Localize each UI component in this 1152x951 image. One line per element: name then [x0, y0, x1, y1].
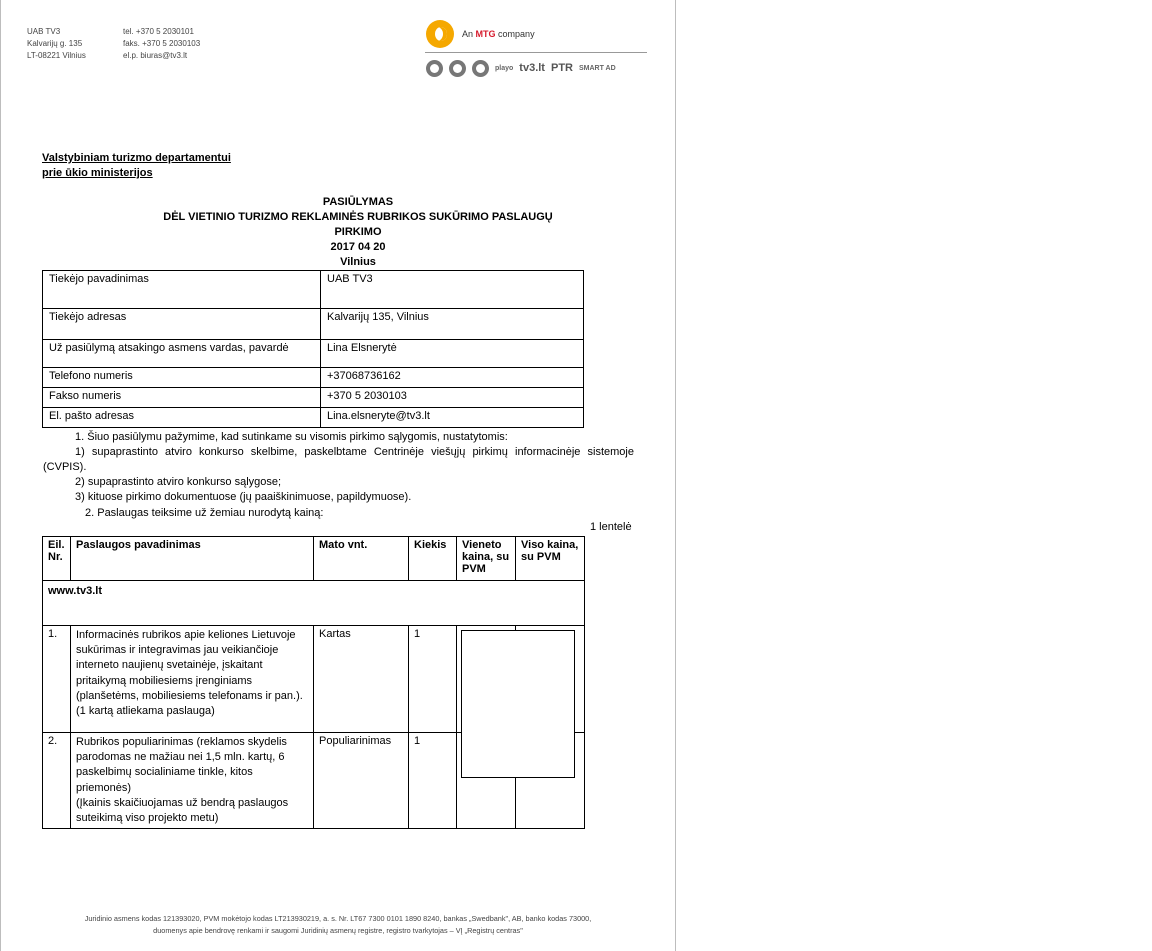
tv6-logo-icon: [426, 60, 443, 77]
table-section-row: [43, 581, 585, 626]
service-description: Informacinės rubrikos apie keliones Lietuvoje sukūrimas ir integravimas jau veikiančioje interneto naujienų svetainėje, įskaitant pritaikymą mobiliesiems įrenginiams (planšetėms, mobiliesiems telefonams ir pan.).: [76, 629, 303, 702]
footer-line1: Juridinio asmens kodas 121393020, PVM mokėtojo kodas LT213930219, a. s. Nr. LT67 7300 0101 1890 8240, bankas „Swedbank", AB, banko kodas 73000,: [84, 914, 592, 923]
table-caption: 1 lentelė: [590, 521, 632, 533]
brand-logos: [426, 58, 616, 78]
ptr-logo: PTR: [550, 62, 573, 74]
tv3-small-logo-icon: [472, 60, 489, 77]
info-label: El. pašto adresas: [43, 408, 321, 428]
col-header-qty: Kiekis: [409, 537, 457, 581]
info-value: Kalvarijų 135, Vilnius: [321, 309, 584, 340]
table-row: [43, 388, 584, 408]
company-name: UAB TV3: [27, 27, 61, 36]
service-note: (Įkainis skaičiuojamas už bendrą paslaugos suteikimą viso projekto metu): [76, 796, 289, 825]
col-header-unit: Mato vnt.: [314, 537, 409, 581]
info-value: Lina Elsnerytė: [321, 340, 584, 368]
section-title: www.tv3.lt: [43, 581, 585, 626]
tv8-logo-icon: [449, 60, 466, 77]
table-row: [43, 309, 584, 340]
info-value: +37068736162: [321, 368, 584, 388]
row-service: [71, 733, 314, 829]
row-no: 1.: [43, 626, 71, 733]
service-description: Rubrikos populiarinimas (reklamos skydelis parodomas ne mažiau nei 1,5 mln. kartų, 6 paskelbimų socialiniame tinkle, kitos priemonės): [76, 736, 287, 794]
title-line2: DĖL VIETINIO TURIZMO REKLAMINĖS RUBRIKOS SUKŪRIMO PASLAUGŲ: [163, 211, 553, 223]
recipient-line1: Valstybiniam turizmo departamentui: [42, 152, 231, 164]
header-divider: [425, 52, 647, 53]
row-unit: Populiarinimas: [314, 733, 409, 829]
row-unit: Kartas: [314, 626, 409, 733]
info-value: Lina.elsneryte@tv3.lt: [321, 408, 584, 428]
col-header-unit-price: Vieneto kaina, su PVM: [457, 537, 516, 581]
company-address: [27, 26, 86, 62]
document-city: Vilnius: [340, 256, 376, 268]
company-contacts: [123, 26, 200, 62]
company-email: el.p. biuras@tv3.lt: [123, 51, 188, 60]
company-city: LT-08221 Vilnius: [27, 51, 86, 60]
tv3lt-logo: tv3.lt: [519, 62, 545, 74]
document-date: 2017 04 20: [330, 241, 386, 253]
col-header-total-price: Viso kaina, su PVM: [516, 537, 585, 581]
info-label: Telefono numeris: [43, 368, 321, 388]
info-value: UAB TV3: [321, 271, 584, 309]
info-label: Tiekėjo adresas: [43, 309, 321, 340]
paragraph-1-3: 3) kituose pirkimo dokumentuose (jų paaiškinimuose, papildymuose).: [75, 491, 412, 503]
table-row: [43, 271, 584, 309]
paragraph-1: 1. Šiuo pasiūlymu pažymime, kad sutinkame su visomis pirkimo sąlygomis, nustatytomis:: [75, 431, 508, 443]
col-header-no: Eil. Nr.: [43, 537, 71, 581]
redacted-price-box: [461, 630, 575, 778]
col-header-service: Paslaugos pavadinimas: [71, 537, 314, 581]
info-label: Fakso numeris: [43, 388, 321, 408]
mtg-company-tagline: [462, 29, 535, 39]
paragraph-1-1: 1) supaprastinto atviro konkurso skelbime, paskelbtame Centrinėje viešųjų pirkimų informacinėje sistemoje (CVPIS).: [43, 446, 634, 473]
recipient: [42, 151, 231, 181]
info-value: +370 5 2030103: [321, 388, 584, 408]
title-line3: PIRKIMO: [334, 226, 382, 238]
title-line1: PASIŪLYMAS: [322, 196, 394, 208]
recipient-line2: prie ūkio ministerijos: [42, 167, 153, 179]
row-service: [71, 626, 314, 733]
mtg-logo: MTG: [475, 29, 496, 39]
info-label: Už pasiūlymą atsakingo asmens vardas, pavardė: [43, 340, 321, 368]
row-qty: 1: [409, 733, 457, 829]
row-qty: 1: [409, 626, 457, 733]
table-row: [43, 340, 584, 368]
footer-line2: duomenys apie bendrovę renkami ir saugomi Juridinių asmenų registre, registro tvarkytojas – VĮ „Registrų centras": [153, 926, 523, 935]
service-note: (1 kartą atliekama paslauga): [76, 705, 215, 718]
tv3-logo-icon: [426, 20, 454, 48]
supplier-info-table: [42, 270, 584, 428]
row-no: 2.: [43, 733, 71, 829]
company-phone: tel. +370 5 2030101: [123, 27, 194, 36]
tagline-suffix: company: [498, 29, 535, 39]
smartad-logo: SMART AD: [578, 64, 616, 72]
table-row: [43, 408, 584, 428]
document-title: [41, 195, 675, 270]
paragraph-1-2: 2) supaprastinto atviro konkurso sąlygose;: [75, 476, 282, 488]
table-header-row: [43, 537, 585, 581]
info-label: Tiekėjo pavadinimas: [43, 271, 321, 309]
tagline-prefix: An: [462, 29, 474, 39]
page-footer: [1, 913, 675, 937]
playo-logo: playo: [495, 64, 514, 72]
paragraph-2: 2. Paslaugas teiksime už žemiau nurodytą kainą:: [85, 507, 324, 519]
company-street: Kalvarijų g. 135: [27, 39, 83, 48]
table-row: [43, 368, 584, 388]
company-fax: faks. +370 5 2030103: [123, 39, 201, 48]
